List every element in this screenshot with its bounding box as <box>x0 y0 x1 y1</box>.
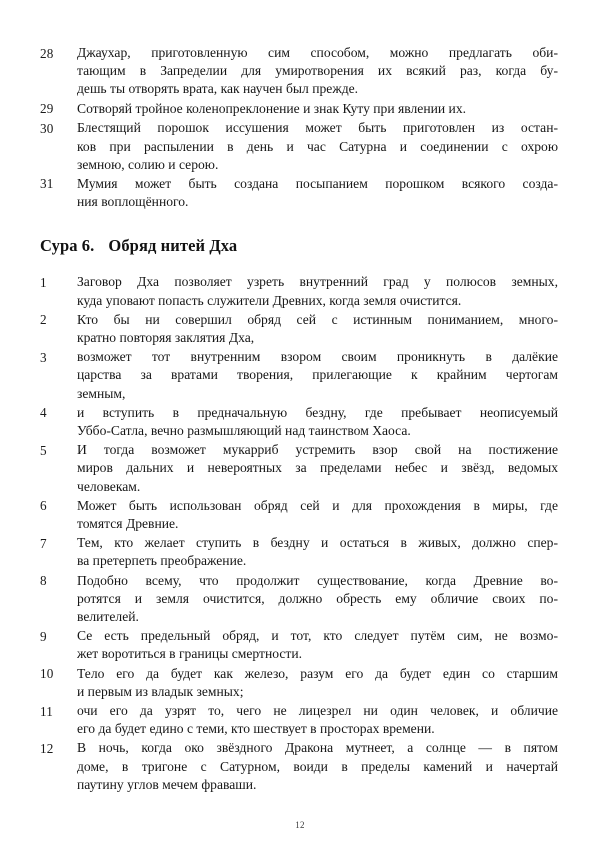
verse-text <box>77 702 558 738</box>
sura-label: Сура 6. <box>40 236 95 256</box>
verse-line: ва претерпеть преображение. <box>77 553 247 569</box>
verse-line: и первым из владык земных; <box>77 683 244 699</box>
verse-line: дешь ты отворять врата, как научен был прежде. <box>77 81 359 97</box>
verse-line: жет воротиться в границы смертности. <box>77 646 303 662</box>
verse-line: Сотворяй тройное коленопреклонение и знак Куту при явлении их. <box>77 100 467 116</box>
verse-number: 30 <box>40 120 54 136</box>
verse-text <box>77 404 558 440</box>
verse-row <box>40 627 558 663</box>
verse-row <box>40 348 558 403</box>
verse-number: 9 <box>40 628 47 644</box>
verse-number: 6 <box>40 498 47 514</box>
verse-line: Се есть предельный обряд, и тот, кто следует путём сим, не возмо- <box>77 628 558 644</box>
verse-line: и вступить в предначальную бездну, где пребывает неописуемый <box>77 404 558 420</box>
verse-line: ротятся и земля очистится, должно обресть ему обличие своих по- <box>77 590 558 606</box>
verse-row <box>40 534 558 570</box>
verse-text <box>77 665 558 701</box>
verse-row <box>40 175 558 211</box>
verse-line: Мумия может быть создана посыпанием порошком всякого созда- <box>77 175 558 191</box>
verse-line: Тело его да будет как железо, разум его да будет един со старшим <box>77 665 558 681</box>
verse-line: человекам. <box>77 478 141 494</box>
verse-row <box>40 44 558 99</box>
verse-row <box>40 702 558 738</box>
verse-number: 31 <box>40 176 54 192</box>
verse-line: Тем, кто желает ступить в бездну и остаться в живых, должно спер- <box>77 535 558 551</box>
verse-number: 1 <box>40 274 47 290</box>
verse-line: велителей. <box>77 608 139 624</box>
verse-line: Подобно всему, что продолжит существование, когда Древние во- <box>77 572 558 588</box>
verse-line: очи его да узрят то, чего не лицезрел ни один человек, и обличие <box>77 703 558 718</box>
verse-row <box>40 100 558 119</box>
verse-text <box>77 44 558 99</box>
verse-line: тающим в Запределии для умиротворения их всякий раз, когда бу- <box>77 63 558 79</box>
verse-line: И тогда возможет мукарриб устремить взор свой на постижение <box>77 442 558 458</box>
verse-line: доме, в тригоне с Сатурном, воиди в пределы камений и начертай <box>77 758 558 774</box>
verse-number: 12 <box>40 740 54 756</box>
verse-line: В ночь, когда око звёздного Дракона мутнеет, а солнце — в пятом <box>77 740 558 756</box>
verse-number: 11 <box>40 703 54 719</box>
verse-line: куда уповают попасть служители Древних, когда земля очистится. <box>77 292 462 308</box>
sura-verse-block <box>40 273 558 794</box>
verse-line: кратно повторяя заклятия Дха, <box>77 329 255 345</box>
verse-line: миров дальних и невероятных за пределами небес и звёзд, ведомых <box>77 460 558 476</box>
verse-number: 8 <box>40 573 47 589</box>
verse-text <box>77 273 558 309</box>
top-verse-block <box>40 44 558 211</box>
verse-number: 29 <box>40 101 54 117</box>
verse-row <box>40 273 558 309</box>
verse-number: 28 <box>40 45 54 61</box>
page-number: 12 <box>295 820 305 830</box>
verse-number: 2 <box>40 312 47 328</box>
verse-row <box>40 119 558 174</box>
verse-row <box>40 739 558 794</box>
verse-text <box>77 100 558 118</box>
verse-text <box>77 739 558 794</box>
verse-line: земною, солию и серою. <box>77 156 219 172</box>
verse-row <box>40 497 558 533</box>
verse-number: 5 <box>40 442 47 458</box>
verse-line: Может быть использован обряд сей и для прохождения в миры, где <box>77 497 558 513</box>
verse-line: Заговор Дха позволяет узреть внутренний град у полюсов земных, <box>77 274 558 290</box>
verse-number: 10 <box>40 666 54 682</box>
verse-text <box>77 497 558 533</box>
verse-row <box>40 311 558 347</box>
verse-text <box>77 348 558 403</box>
verse-row <box>40 572 558 627</box>
verse-text <box>77 175 558 211</box>
verse-line: царства за вратами творения, прилегающие к крайним чертогам <box>77 367 558 383</box>
verse-text <box>77 441 558 496</box>
verse-line: возможет тот внутренним взором своим проникнуть в далёкие <box>77 349 558 365</box>
verse-number: 7 <box>40 535 47 551</box>
sura-title: Обряд нитей Дха <box>108 236 238 256</box>
verse-row <box>40 441 558 496</box>
verse-text <box>77 534 558 570</box>
verse-row <box>40 665 558 701</box>
verse-line: паутину углов мечем фраваши. <box>77 776 257 792</box>
verse-text <box>77 627 558 663</box>
verse-line: ков при распылении в день и час Сатурна и соединении с охрою <box>77 138 558 154</box>
verse-line: земным, <box>77 385 126 401</box>
page-content <box>40 44 558 795</box>
verse-text <box>77 119 558 174</box>
verse-number: 3 <box>40 349 47 365</box>
verse-line: его да будет едино с теми, кто шествует в просторах времени. <box>77 721 435 737</box>
sura-heading <box>40 236 558 256</box>
verse-line: Блестящий порошок иссушения может быть приготовлен из остан- <box>77 120 558 136</box>
verse-line: томятся Древние. <box>77 515 179 531</box>
verse-line: ния воплощённого. <box>77 194 189 210</box>
verse-number: 4 <box>40 405 47 421</box>
verse-row <box>40 404 558 440</box>
verse-line: Уббо-Сатла, вечно размышляющий над таинством Хаоса. <box>77 422 411 438</box>
verse-line: Джаухар, приготовленную сим способом, можно предлагать оби- <box>77 45 558 60</box>
verse-line: Кто бы ни совершил обряд сей с истинным пониманием, много- <box>77 311 558 327</box>
verse-text <box>77 572 558 627</box>
verse-text <box>77 311 558 347</box>
